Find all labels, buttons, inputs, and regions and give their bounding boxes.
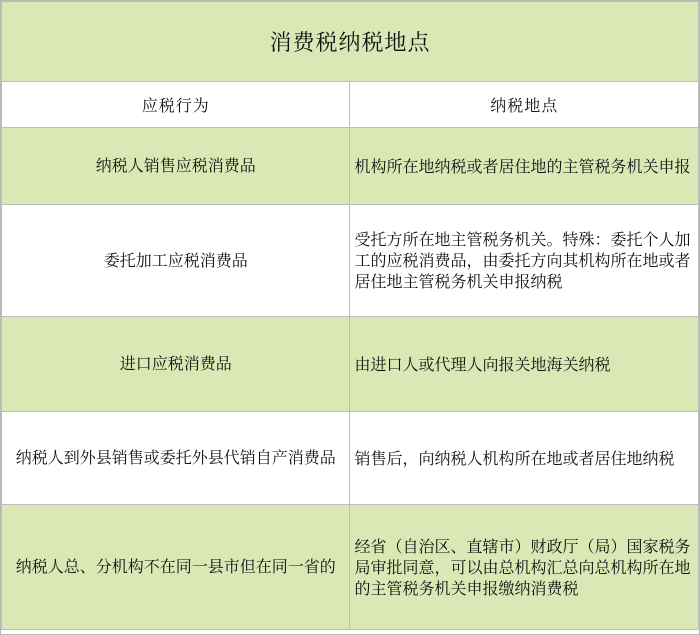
header-tax-location: 纳税地点 <box>350 82 699 128</box>
tax-location-cell: 经省（自治区、直辖市）财政厅（局）国家税务局审批同意，可以由总机构汇总向总机构所在地的主管税务机关申报缴纳消费税 <box>350 505 699 630</box>
taxable-act-cell: 进口应税消费品 <box>2 317 350 412</box>
table-row <box>2 205 699 317</box>
table-row <box>2 412 699 505</box>
header-row <box>2 82 699 128</box>
taxable-act-cell: 纳税人总、分机构不在同一县市但在同一省的 <box>2 505 350 630</box>
title-row <box>2 2 699 82</box>
taxable-act-cell: 纳税人到外县销售或委托外县代销自产消费品 <box>2 412 350 505</box>
table-row <box>2 128 699 205</box>
tax-location-cell: 销售后，向纳税人机构所在地或者居住地纳税 <box>350 412 699 505</box>
tax-location-table <box>1 1 699 630</box>
table-title: 消费税纳税地点 <box>2 2 699 82</box>
table-row <box>2 317 699 412</box>
tax-location-cell: 受托方所在地主管税务机关。特殊：委托个人加工的应税消费品，由委托方向其机构所在地或者居住地主管税务机关申报纳税 <box>350 205 699 317</box>
tax-location-cell: 机构所在地纳税或者居住地的主管税务机关申报 <box>350 128 699 205</box>
header-taxable-act: 应税行为 <box>2 82 350 128</box>
taxable-act-cell: 委托加工应税消费品 <box>2 205 350 317</box>
table-row <box>2 505 699 630</box>
tax-location-cell: 由进口人或代理人向报关地海关纳税 <box>350 317 699 412</box>
taxable-act-cell: 纳税人销售应税消费品 <box>2 128 350 205</box>
